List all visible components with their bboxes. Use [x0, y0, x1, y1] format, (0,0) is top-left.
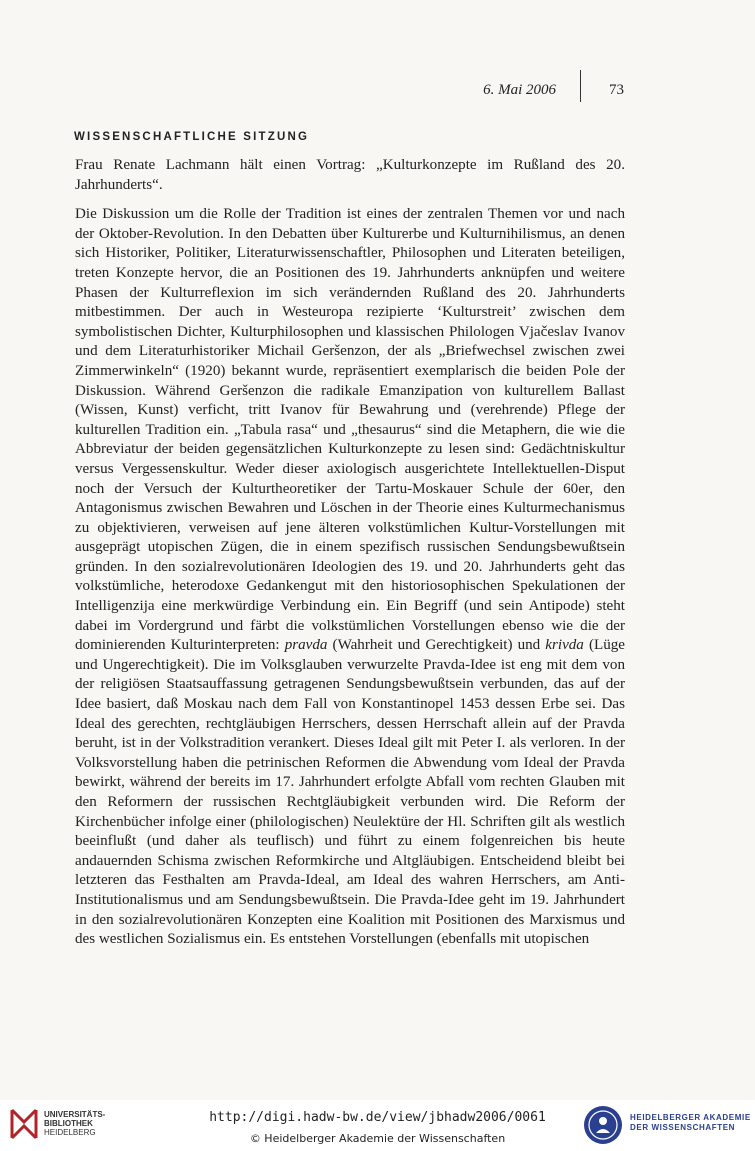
library-name-line: BIBLIOTHEK: [44, 1119, 93, 1128]
academy-name: [630, 1113, 751, 1133]
library-name-line: UNIVERSITÄTS-: [44, 1110, 106, 1119]
academy-seal-icon[interactable]: [583, 1105, 623, 1145]
academy-name-line: HEIDELBERGER AKADEMIE: [630, 1113, 751, 1122]
paragraph: Frau Renate Lachmann hält einen Vortrag: „Kulturkonzepte im Rußland des 20. Jahrhunderts“.: [75, 157, 625, 193]
page-number: 73: [609, 82, 624, 98]
running-header-date: 6. Mai 2006: [483, 82, 556, 98]
permalink-url[interactable]: http://digi.hadw-bw.de/view/jbhadw2006/0061: [209, 1110, 546, 1125]
text-run: (Wahrheit und Gerechtigkeit) und: [327, 637, 546, 654]
paragraph: [75, 205, 625, 950]
text-run: Die Diskussion um die Rolle der Tradition ist eines der zentralen Themen vor und nach der Oktober-Revolution. In den Debatten über Kulturerbe und Kulturnihilismus, an denen sich Historiker, Politiker, Literaturwissenschaftler, Philosophen und Literaten beteiligen, treten Konzepte hervor, die an Positionen des 19. Jahrhunderts anknüpfen und weitere Phasen der Kulturreflexion im sich verändernden Rußland des 20. Jahrhunderts mitbestimmen. Der auch in Westeuropa rezipierte ‘Kulturstreit’ zwischen dem symbolistischen Dichter, Kulturphilosophen und klassischen Philologen Vjačeslav Ivanov und dem Literaturhistoriker Michail Geršenzon, der als „Briefwechsel zwischen zwei Zimmerwinkeln“ (1920) bekannt wurde, repräsentiert exemplarisch die beiden Pole der Diskussion. Während Geršenzon die radikale Emanzipation von kulturellem Ballast (Wissen, Kunst) verficht, tritt Ivanov für Bewahrung und (verehrende) Pflege der kulturellen Tradition ein. „Tabula rasa“ und „thesaurus“ sind die Metaphern, die wie die Abbreviatur der beiden gegensätzlichen Kulturkonzepte zu lesen sind: Gedächtniskultur versus Vergessenskultur. Weder dieser axiologisch ausgerichtete Intellektuellen-Disput noch der Versuch der Kulturtheoretiker der Tartu-Moskauer Schule der 60er, den Antagonismus zwischen Bewahren und Löschen in der Theorie eines Kulturmechanismus zu objektivieren, verweisen auf jene älteren volkstümlichen Kultur-Vorstellungen mit ausgeprägt utopischen Zügen, die in einem spezifisch russischen Sendungsbewußtsein gründen. In den sozialrevolutionären Ideologien des 19. und 20. Jahrhunderts geht das volkstümliche, heterodoxe Gedankengut mit den historiosophischen Spekulationen der Intelligenzija eine merkwürdige Verbindung ein. Ein Begriff (und sein Antipode) steht dabei im Vordergrund und färbt die volkstümlichen Vorstellungen ebenso wie die der dominierenden Kulturinterpreten:: [75, 206, 625, 654]
emphasis-term: krivda: [545, 637, 584, 654]
library-name-line: HEIDELBERG: [44, 1128, 96, 1137]
text-run: (Lüge und Ungerechtigkeit). Die im Volksglauben verwurzelte Pravda-Idee ist eng mit dem von der religiösen Staatsauffassung getragenen Sendungsbewußtsein verbunden, das auf der Idee basiert, daß Moskau nach dem Fall von Konstantinopel 1453 dessen Erbe sei. Das Ideal des gerechten, rechtgläubigen Herrschers, dessen Herrschaft allein auf der Pravda beruht, ist in der Volkstradition verankert. Dieses Ideal gilt mit Peter I. als verloren. In der Volksvorstellung haben die petrinischen Reformen die Abwendung vom Ideal der Pravda bewirkt, während der bereits im 17. Jahrhundert erfolgte Abfall vom rechten Glauben mit den Reformern der russischen Rechtgläubigkeit verbunden wird. Die Reform der Kirchenbücher infolge einer (philologischen) Neulektüre der Hl. Schriften gilt als westlich beeinflußt (und daher als teuflisch) und führt zu einem folgenreichen bis heute andauernden Schisma zwischen Reformkirche und Altgläubigen. Entscheidend bleibt bei letzteren das Festhalten am Pravda-Ideal, am Ideal des wahren Herrschers, am Anti-Institutionalismus und am Sendungsbewußtsein. Die Pravda-Idee geht im 19. Jahrhundert in den sozialrevolutionären Konzepten eine Koalition mit Positionen des Marxismus und des westlichen Sozialismus ein. Es entstehen Vorstellungen (ebenfalls mit utopischen: [75, 637, 625, 948]
header-separator: [580, 70, 581, 102]
section-title: WISSENSCHAFTLICHE SITZUNG: [74, 131, 310, 143]
emphasis-term: pravda: [284, 637, 328, 654]
copyright-notice: © Heidelberger Akademie der Wissenschaften: [249, 1132, 506, 1145]
academy-name-line: DER WISSENSCHAFTEN: [630, 1123, 736, 1132]
viewer-footer: [0, 1100, 755, 1151]
body-text: [75, 156, 625, 950]
